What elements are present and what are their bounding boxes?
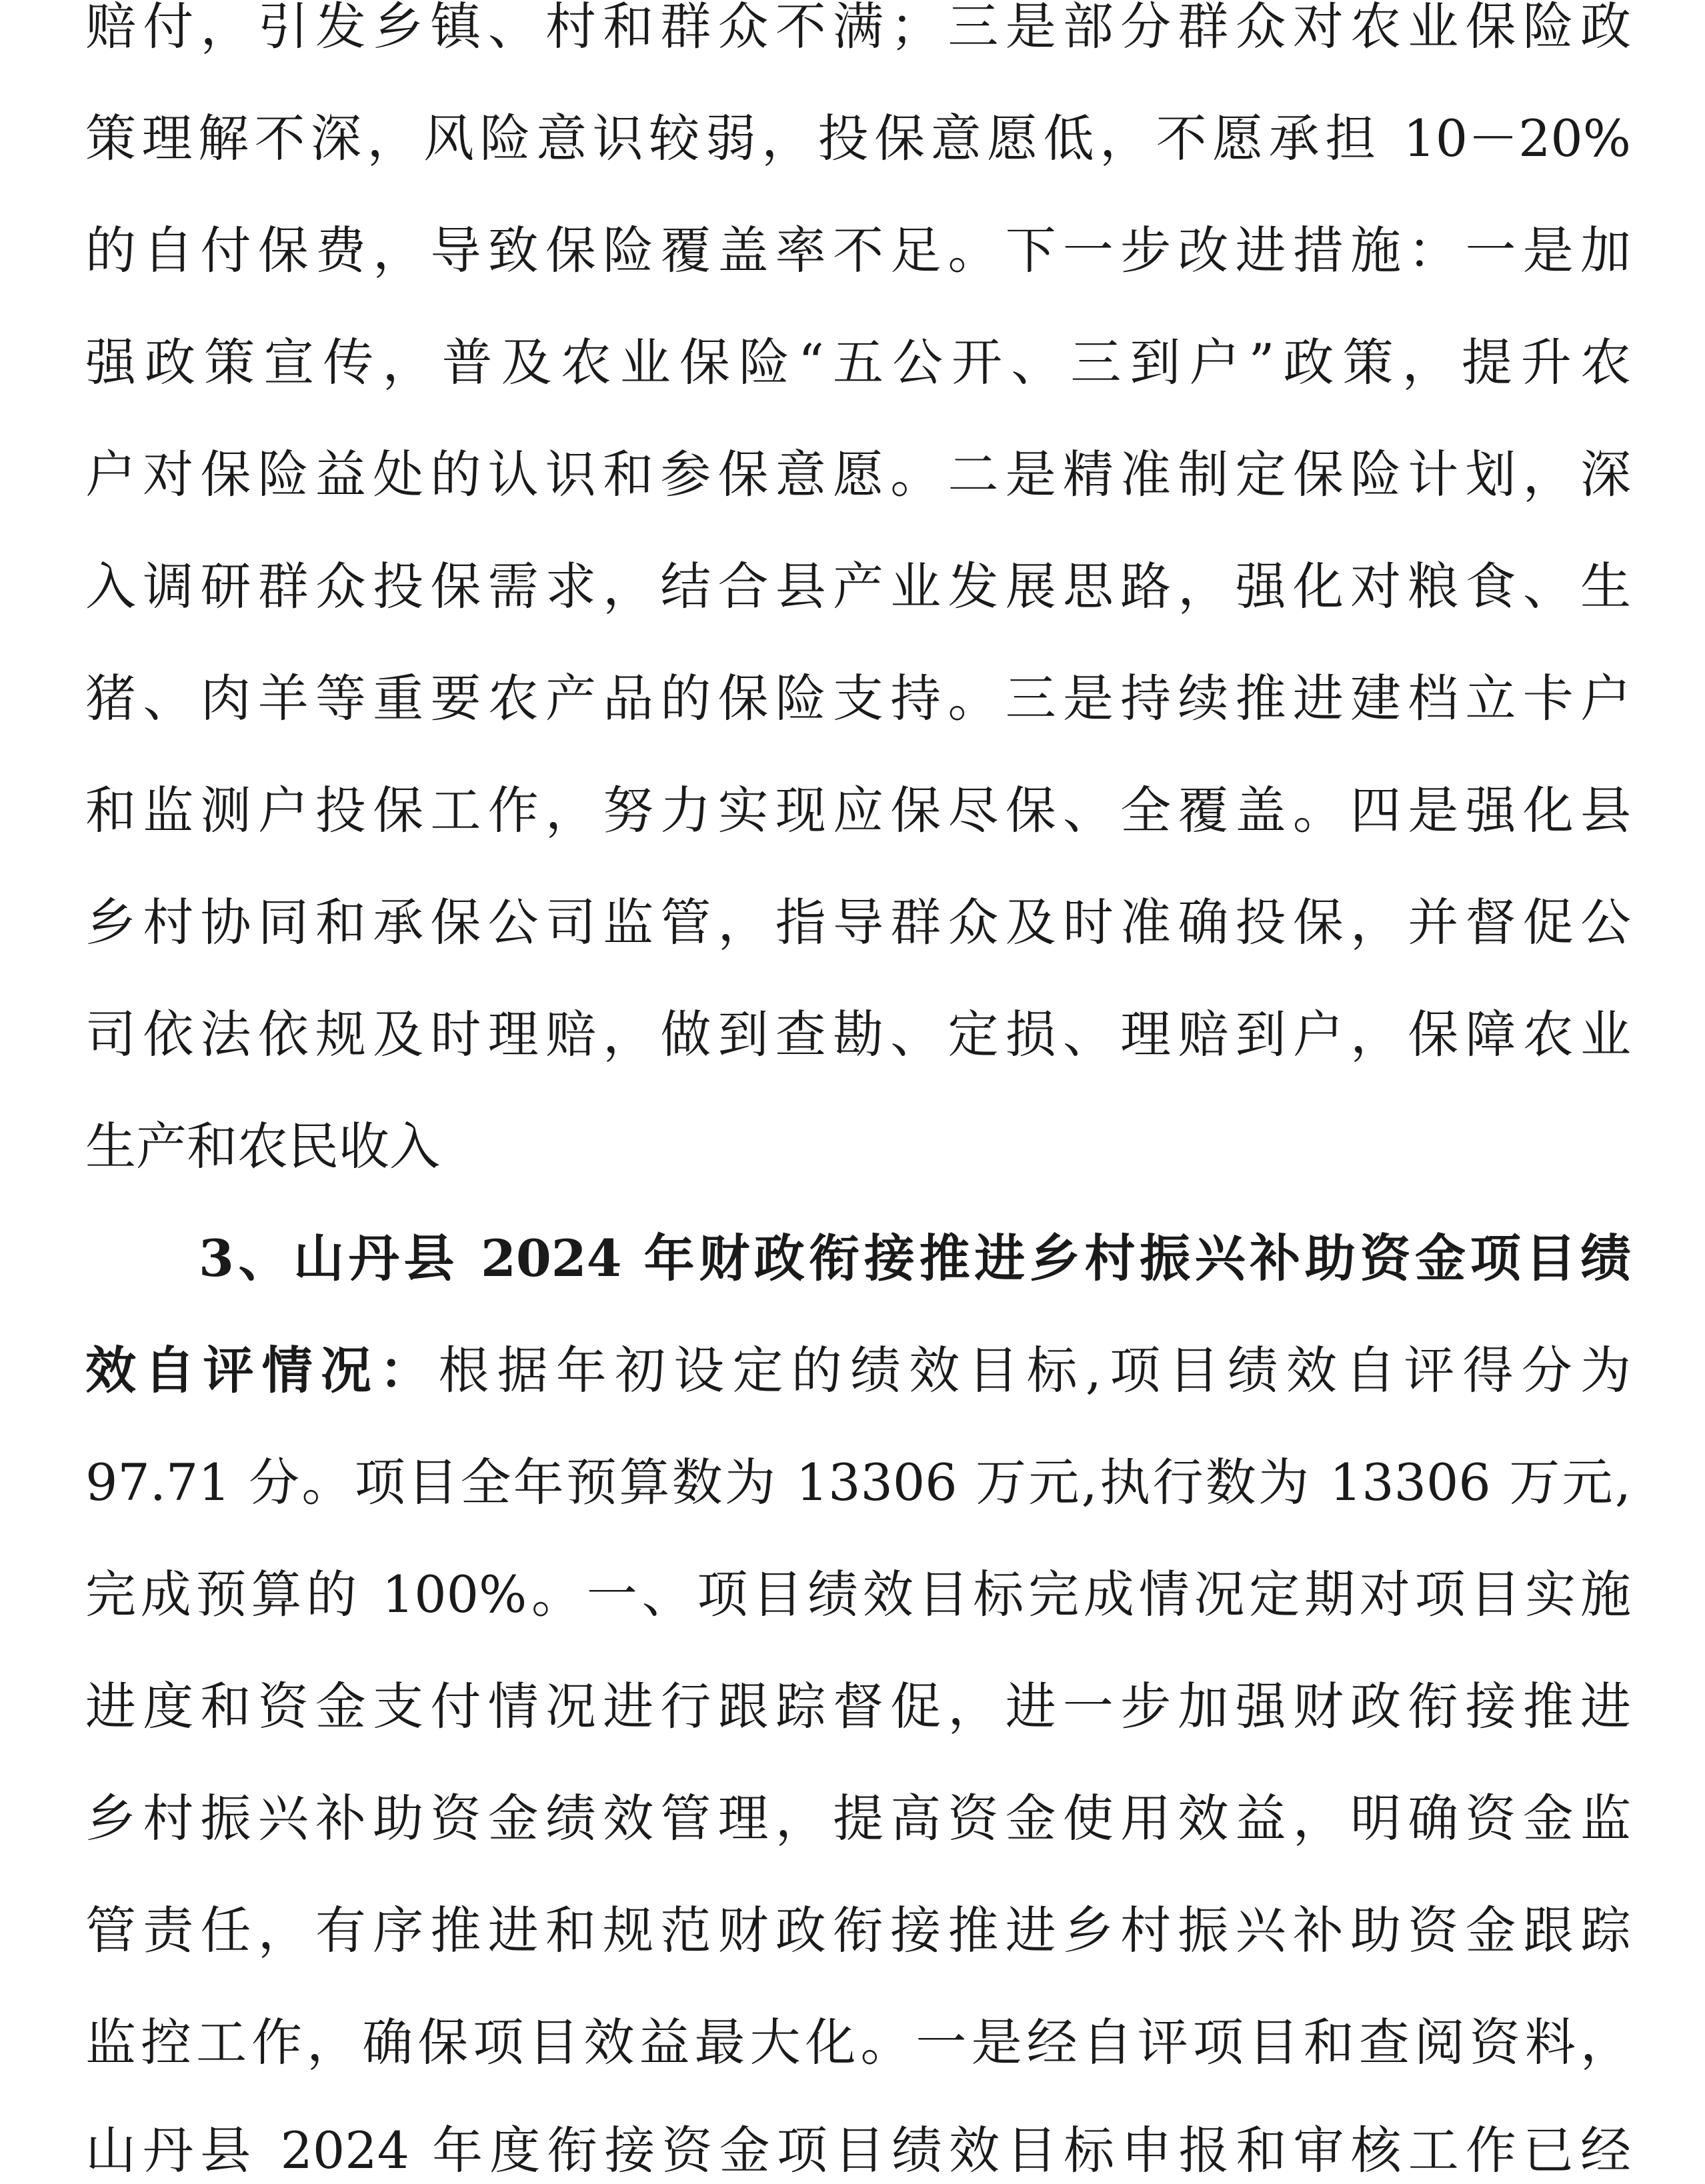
paragraph-line: 进度和资金支付情况进行跟踪督促，进一步加强财政衔接推进 [85,1677,1631,1736]
paragraph-line: 生产和农民收入 [85,1117,440,1176]
paragraph-line: 山丹县 2024 年度衔接资金项目绩效目标申报和审核工作已经 [85,2121,1631,2180]
paragraph-line: 猪、肉羊等重要农产品的保险支持。三是持续推进建档立卡户 [85,669,1631,728]
paragraph-line: 97.71 分。项目全年预算数为 13306 万元,执行数为 13306 万元, [85,1453,1631,1512]
paragraph-line: 乡村振兴补助资金绩效管理，提高资金使用效益，明确资金监 [85,1789,1631,1848]
section-heading-end: 效自评情况： [85,1341,439,1400]
paragraph-line: 乡村协同和承保公司监管，指导群众及时准确投保，并督促公 [85,893,1631,952]
paragraph-line: 司依法依规及时理赔，做到查勘、定损、理赔到户，保障农业 [85,1005,1631,1064]
paragraph-line: 管责任，有序推进和规范财政衔接推进乡村振兴补助资金跟踪 [85,1901,1631,1960]
paragraph-line: 策理解不深，风险意识较弱，投保意愿低，不愿承担 10－20% [85,109,1631,168]
paragraph-line: 户对保险益处的认识和参保意愿。二是精准制定保险计划，深 [85,445,1631,504]
paragraph-line: 强政策宣传，普及农业保险“五公开、三到户”政策，提升农 [85,333,1631,392]
paragraph-line: 监控工作，确保项目效益最大化。一是经自评项目和查阅资料， [85,2013,1631,2072]
section-heading: 3、山丹县 2024 年财政衔接推进乡村振兴补助资金项目绩 [199,1229,1631,1288]
paragraph-line: 和监测户投保工作，努力实现应保尽保、全覆盖。四是强化县 [85,781,1631,840]
paragraph-line: 的自付保费，导致保险覆盖率不足。下一步改进措施：一是加 [85,221,1631,280]
paragraph-line: 赔付，引发乡镇、村和群众不满；三是部分群众对农业保险政 [85,0,1631,56]
section-heading-continued [85,1337,1631,1404]
paragraph-line: 完成预算的 100%。一、项目绩效目标完成情况定期对项目实施 [85,1565,1631,1624]
paragraph-line: 入调研群众投保需求，结合县产业发展思路，强化对粮食、生 [85,557,1631,616]
section-body-start: 根据年初设定的绩效目标,项目绩效自评得分为 [438,1341,1632,1400]
